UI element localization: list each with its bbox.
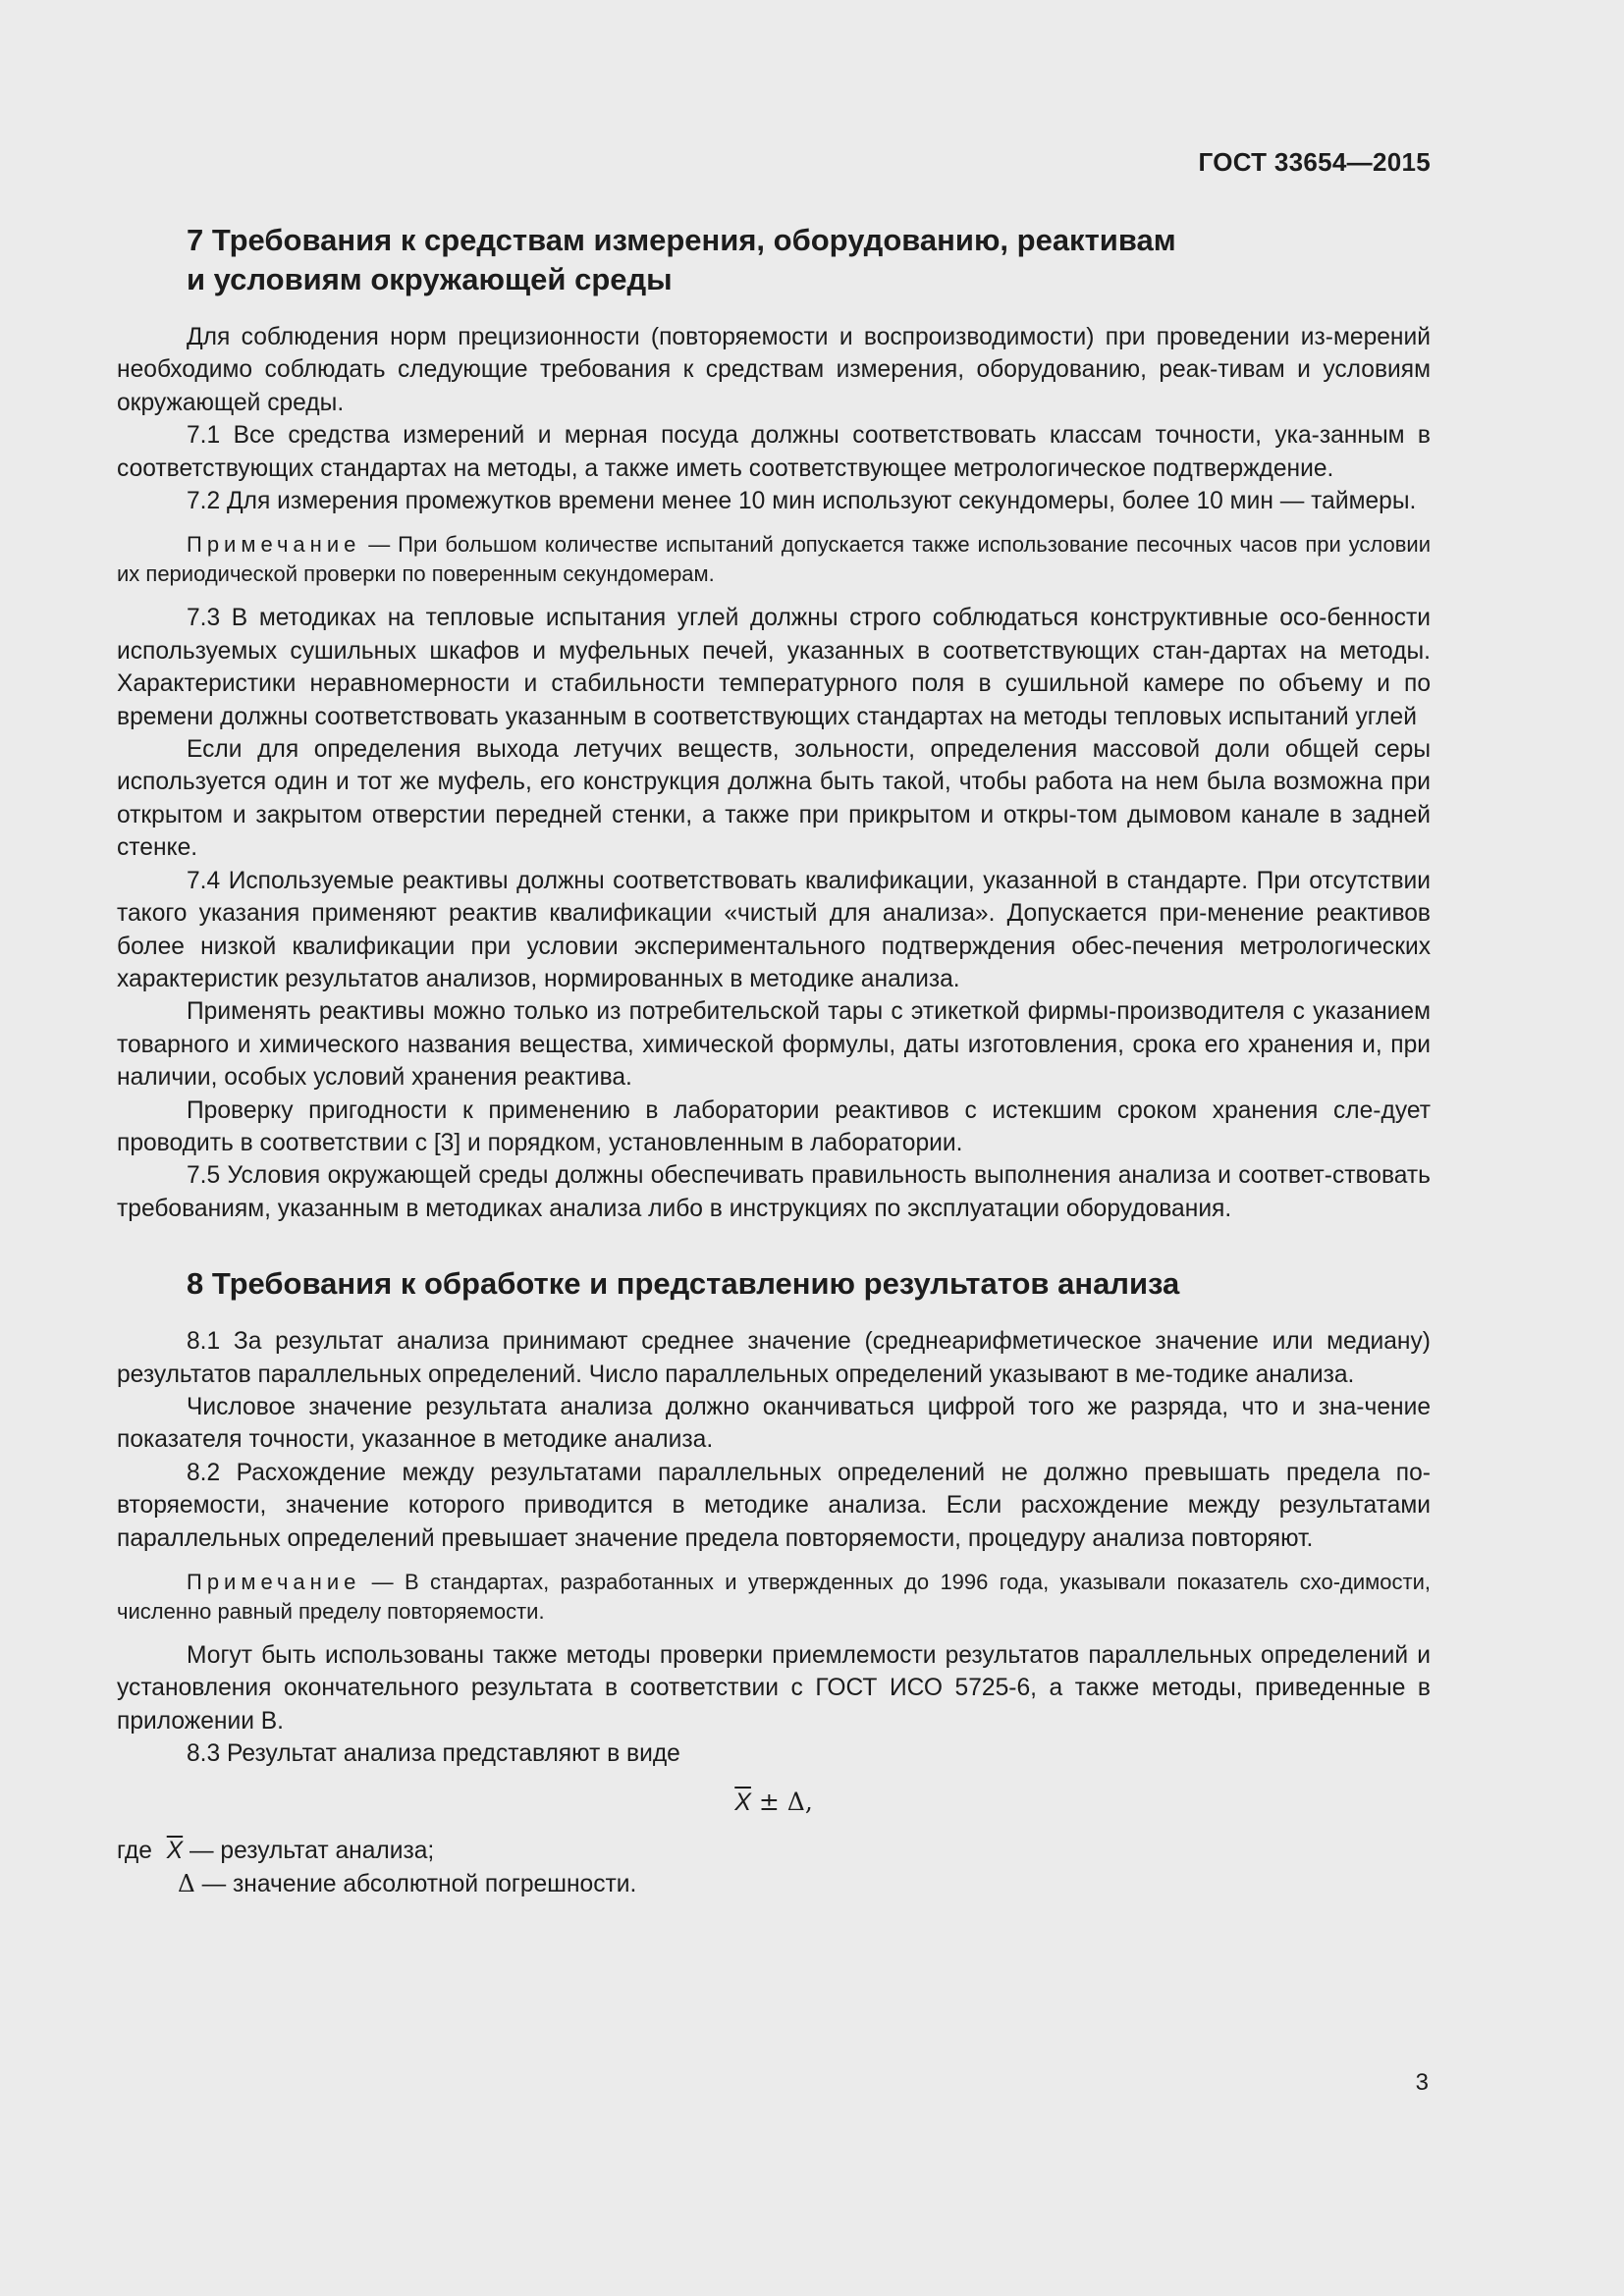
note-1-label: Примечание [187,532,361,558]
formula-legend [117,1835,1431,1901]
result-formula [117,1786,1431,1819]
legend-mean-text: — результат анализа; [183,1838,435,1865]
paragraph-8-3: 8.3 Результат анализа представляют в виде [187,1740,680,1768]
paragraph-7-2: 7.2 Для измерения промежутков времени менее 10 мин используют секундомеры, более 10 мин — таймеры. [187,488,1417,515]
paragraph-8-1-b: Числовое значение результата анализа должно оканчиваться цифрой того же разряда, что и зна-чение показателя точности, указанное в методике анализа. [117,1393,1431,1454]
legend-mean-symbol: $\overline{X}$ [166,1838,184,1865]
note-2 [117,1568,1431,1627]
note-1 [117,530,1431,589]
page-content [117,221,1431,1901]
standard-code: ГОСТ 33654—2015 [1198,147,1431,177]
paragraph-7-4-c: Проверку пригодности к применению в лаборатории реактивов с истекшим сроком хранения сле-дует проводить в соответствии с [3] и порядком, установленным в лаборатории. [117,1096,1431,1156]
note-2-label: Примечание [187,1570,361,1594]
legend-delta-symbol: Δ [178,1869,195,1898]
section-8-title: 8 Требования к обработке и представлению результатов анализа [187,1266,1180,1302]
section-7-title-line1: 7 Требования к средствам измерения, оборудованию, реактивам [187,223,1176,257]
legend-where: где [117,1838,152,1865]
section-7-title-line2: и условиям окружающей среды [187,262,673,296]
note-1-text: — При большом количестве испытаний допускается также использование песочных часов при условии их периодической проверки по поверенным секундомерам. [117,532,1431,587]
paragraph-7-5: 7.5 Условия окружающей среды должны обеспечивать правильность выполнения анализа и соответ-ствовать требованиям, указанным в методиках анализа либо в инструкциях по эксплуатации оборудования. [117,1162,1431,1222]
section-7-title [187,221,1431,299]
paragraph-7-1: 7.1 Все средства измерений и мерная посуда должны соответствовать классам точности, ука-занным в соответствующих стандартах на методы, а также иметь соответствующее метрологическое подтверждение. [117,422,1431,482]
legend-delta-text: — значение абсолютной погрешности. [194,1871,637,1898]
formula-rest: ± Δ, [750,1787,813,1816]
section-7-intro: Для соблюдения норм прецизионности (повторяемости и воспроизводимости) при проведении из-мерений необходимо соблюдать следующие требования к средствам измерения, оборудованию, реак-тивам и условиям окружающей среды. [117,324,1431,416]
formula-mean-symbol: $\overline{X}$ [734,1788,751,1816]
page-number: 3 [1415,2069,1429,2096]
legend-row-delta [117,1867,1431,1900]
legend-row-mean [117,1835,1431,1867]
paragraph-8-2-b: Могут быть использованы также методы проверки приемлемости результатов параллельных определений и установления окончательного результата в соответствии с ГОСТ ИСО 5725-6, а также методы, приведенные в приложении В. [117,1642,1431,1735]
paragraph-7-3-b: Если для определения выхода летучих веществ, зольности, определения массовой доли общей серы используется один и тот же муфель, его конструкция должна быть такой, чтобы работа на нем была возможна при открытом и закрытом отверстии передней стенки, а также при прикрытом и откры-том дымовом канале в задней стенке. [117,736,1431,862]
paragraph-7-3: 7.3 В методиках на тепловые испытания углей должны строго соблюдаться конструктивные осо-бенности используемых сушильных шкафов и муфельных печей, указанных в соответствующих стан-дартах на методы. Характеристики неравномерности и стабильности температурного поля в сушильной камере по объему и по времени должны соответствовать указанным в соответствующих стандартах на методы тепловых испытаний углей [117,605,1431,730]
paragraph-7-4-b: Применять реактивы можно только из потребительской тары с этикеткой фирмы-производителя с указанием товарного и химического названия вещества, химической формулы, даты изготовления, срока его хранения и, при наличии, особых условий хранения реактива. [117,998,1431,1092]
paragraph-8-2: 8.2 Расхождение между результатами параллельных определений не должно превышать предела по-вторяемости, значение которого приводится в методике анализа. Если расхождение между результатами параллельных определений превышает значение предела повторяемости, процедуру анализа повторяют. [117,1459,1431,1552]
note-2-text: — В стандартах, разработанных и утвержденных до 1996 года, указывали показатель схо-димости, численно равный пределу повторяемости. [117,1570,1431,1624]
paragraph-8-1: 8.1 За результат анализа принимают среднее значение (среднеарифметическое значение или медиану) результатов параллельных определений. Число параллельных определений указывают в ме-тодике анализа. [117,1328,1431,1388]
paragraph-7-4: 7.4 Используемые реактивы должны соответствовать квалификации, указанной в стандарте. При отсутствии такого указания применяют реактив квалификации «чистый для анализа». Допускается при-менение реактивов более низкой квалификации при условии экспериментального подтверждения обес-печения метрологических характеристик результатов анализов, нормированных в методике анализа. [117,867,1431,992]
